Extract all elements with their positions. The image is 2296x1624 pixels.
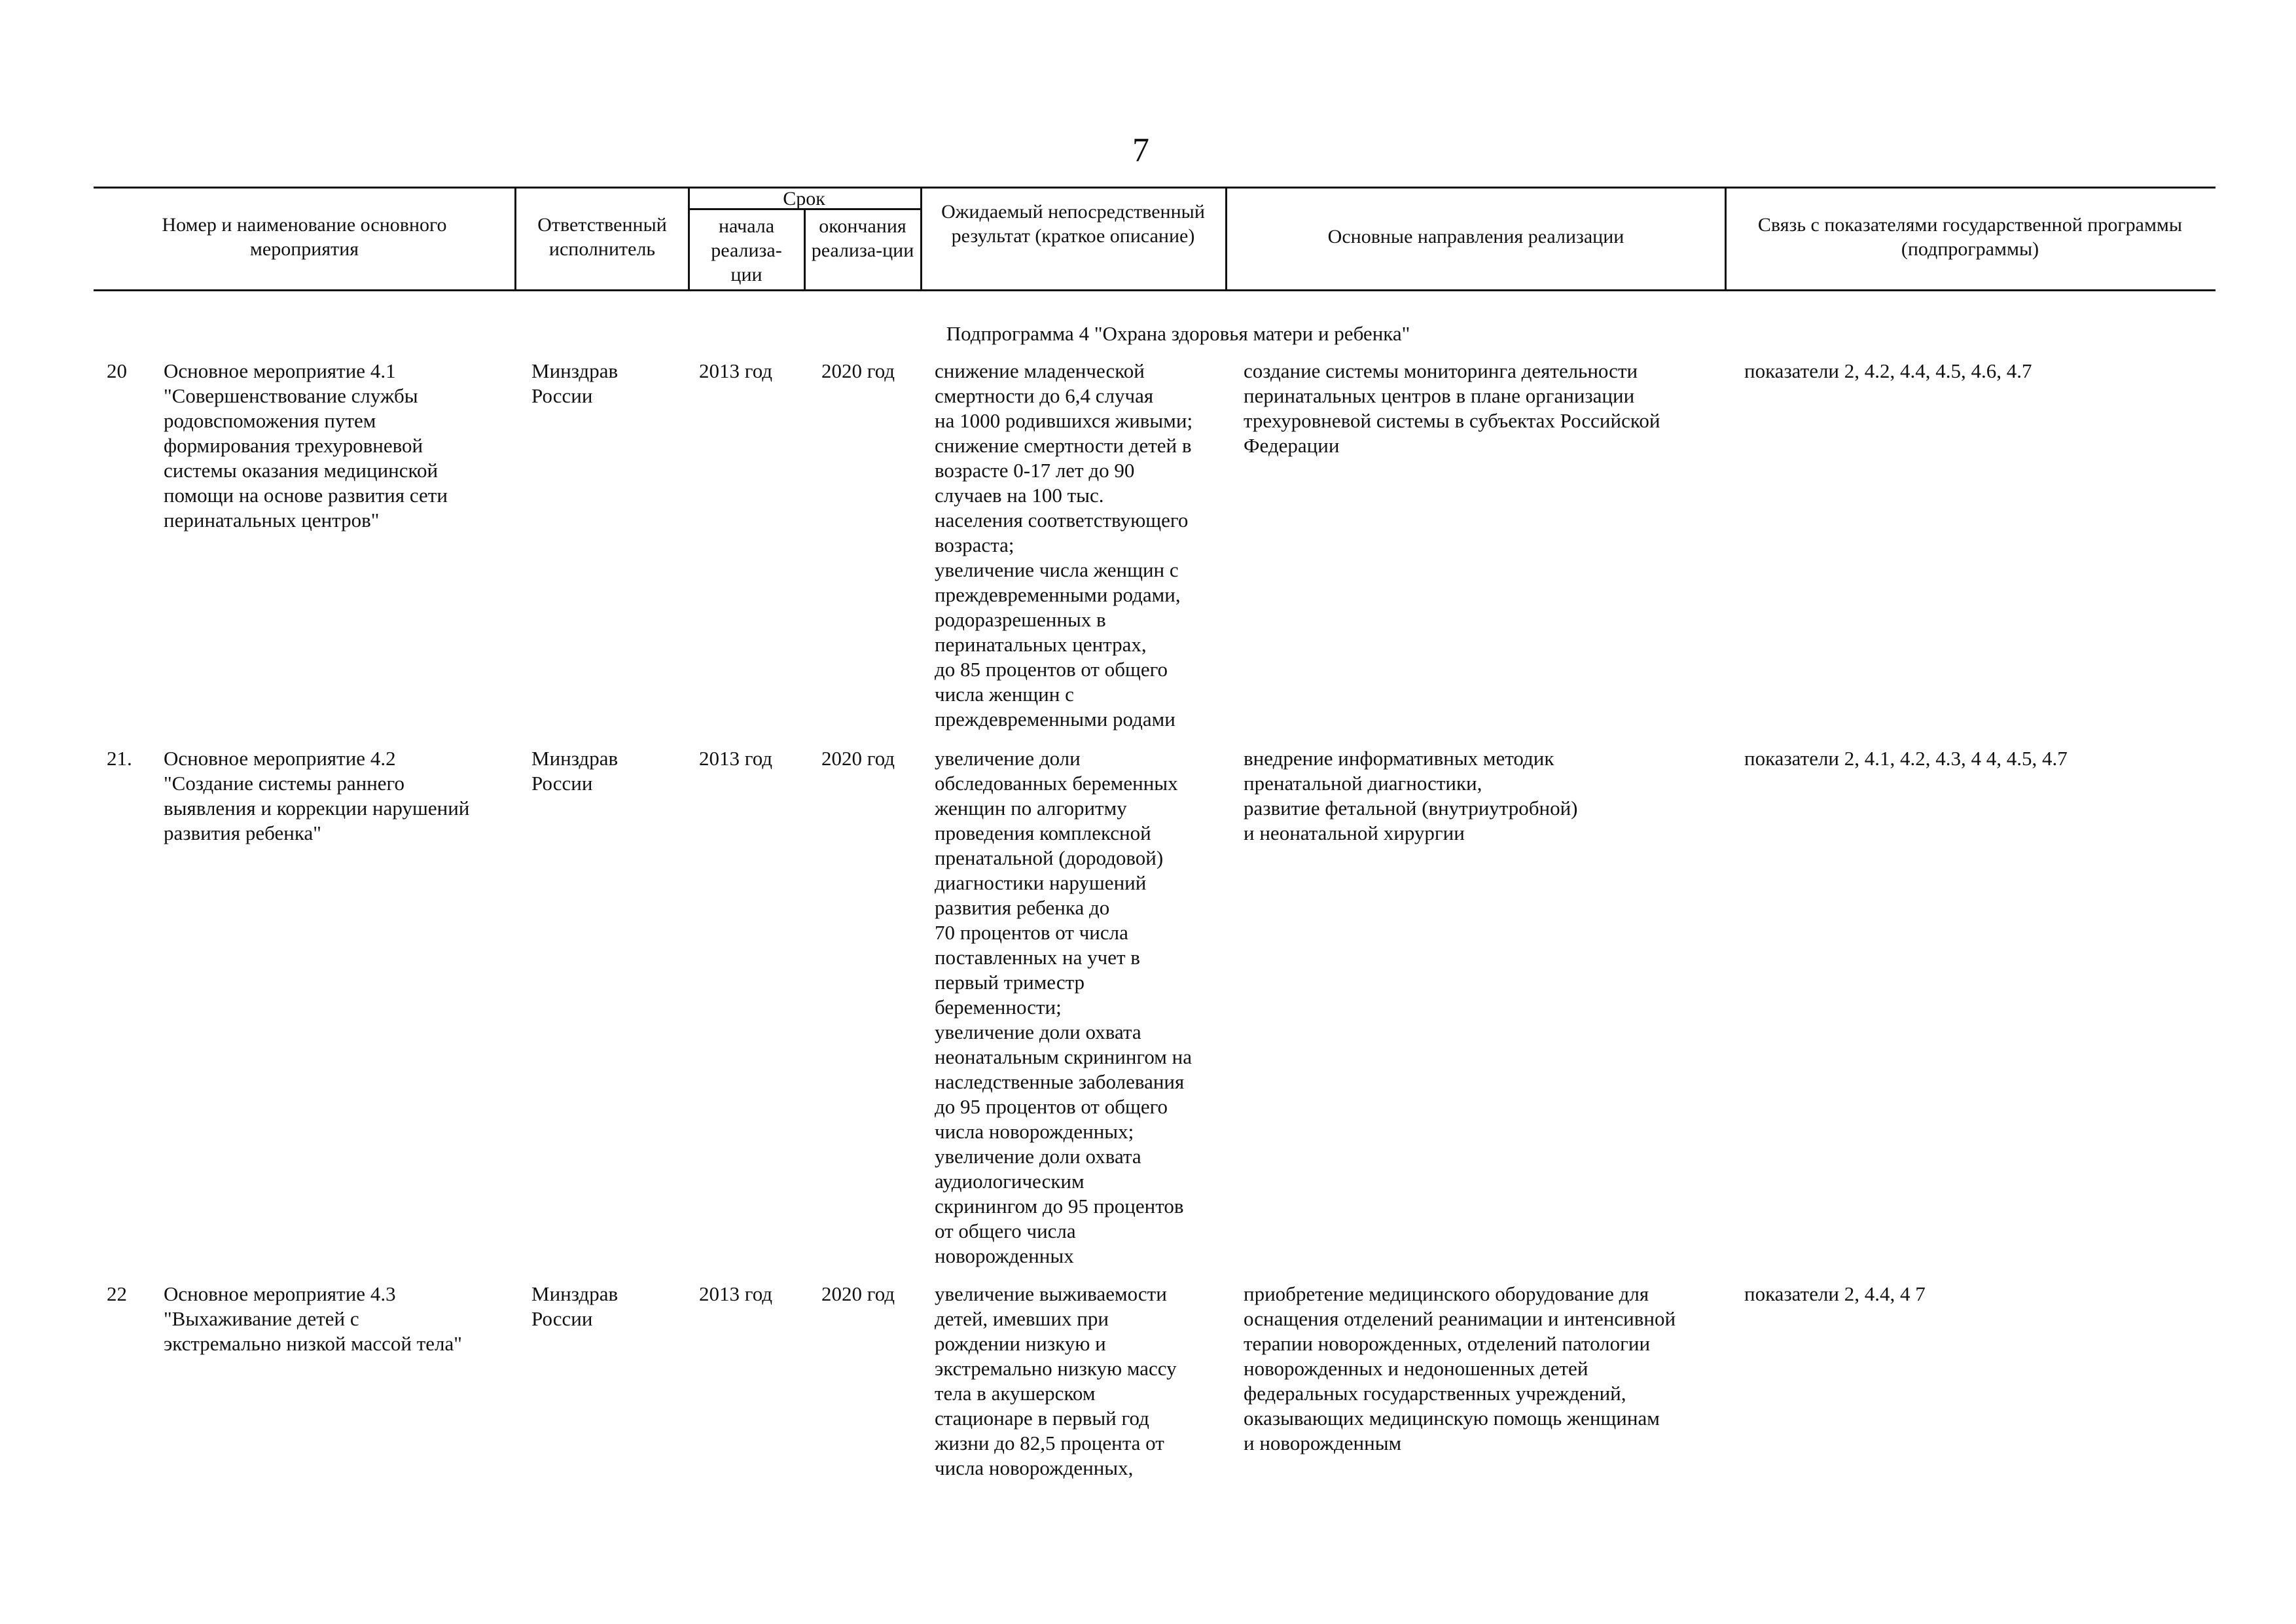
header-col-directions: Основные направления реализации (1327, 226, 1624, 247)
row-name: Основное мероприятие 4.1 "Совершенствование службы родовспоможения путем формирования трехуровневой системы оказания медицинской помощи на основе развития сети перинатальных центров" (164, 359, 448, 532)
subprogram-title: Подпрограмма 4 "Охрана здоровья матери и ребенка" (946, 322, 1410, 345)
header-col-executor: Ответственный исполнитель (537, 214, 667, 260)
header-bottom-rule (94, 289, 2215, 291)
row-executor: Минздрав России (531, 359, 619, 407)
header-col-result: Ожидаемый непосредственный результат (краткое описание) (941, 201, 1205, 247)
row-executor: Минздрав России (531, 747, 619, 795)
row-start-year: 2013 год (699, 1282, 773, 1305)
header-col-term: Срок (783, 188, 825, 209)
header-col-start: начала реализа-ции (711, 215, 782, 285)
row-name: Основное мероприятие 4.2 "Создание системы раннего выявления и коррекции нарушений развития ребенка" (164, 747, 470, 844)
row-start-year: 2013 год (699, 359, 773, 382)
page-number: 7 (1132, 132, 1149, 169)
row-end-year: 2020 год (821, 747, 895, 770)
row-start-year: 2013 год (699, 747, 773, 770)
header-separator (1725, 187, 1727, 289)
row-expected-result: снижение младенческой смертности до 6,4 случая на 1000 родившихся живыми; снижение смертности детей в возрасте 0-17 лет до 90 случаев на 100 тыс. населения соответствующего возраста; увеличение числа женщин с преждевременными родами, родоразрешенных в перинатальных центрах, до 85 процентов от общего числа женщин с преждевременными родами (935, 359, 1193, 731)
header-separator (920, 187, 922, 289)
row-executor: Минздрав России (531, 1282, 619, 1330)
header-separator (804, 208, 806, 289)
header-col-name: Номер и наименование основного мероприятия (162, 214, 447, 260)
row-number: 22 (107, 1282, 127, 1305)
header-col-link: Связь с показателями государственной программы (подпрограммы) (1757, 214, 2183, 260)
header-top-rule (94, 187, 2215, 189)
row-indicators-link: показатели 2, 4.4, 4 7 (1744, 1282, 1926, 1305)
row-number: 20 (107, 359, 127, 382)
row-directions: создание системы мониторинга деятельности перинатальных центров в плане организации трехуровневой системы в субъектах Российской Федерации (1244, 359, 1660, 457)
row-directions: приобретение медицинского оборудование для оснащения отделений реанимации и интенсивной терапии новорожденных, отделений патологии новорожденных и недоношенных детей федеральных государственных учреждений, оказывающих медицинскую помощь женщинам и новорожденным (1244, 1282, 1676, 1454)
header-col-end: окончания реализа-ции (811, 215, 914, 261)
header-separator (514, 187, 516, 289)
row-end-year: 2020 год (821, 1282, 895, 1305)
row-number: 21. (107, 747, 132, 770)
row-indicators-link: показатели 2, 4.2, 4.4, 4.5, 4.6, 4.7 (1744, 359, 2032, 382)
row-indicators-link: показатели 2, 4.1, 4.2, 4.3, 4 4, 4.5, 4.7 (1744, 747, 2068, 770)
row-expected-result: увеличение доли обследованных беременных женщин по алгоритму проведения комплексной пренатальной (дородовой) диагностики нарушений развития ребенка до 70 процентов от числа поставленных на учет в первый триместр беременности; увеличение доли охвата неонатальным скринингом на наследственные заболевания до 95 процентов от общего числа новорожденных; увеличение доли охвата аудиологическим скринингом до 95 процентов от общего числа новорожденных (935, 747, 1192, 1267)
header-separator (1225, 187, 1227, 289)
row-expected-result: увеличение выживаемости детей, имевших при рождении низкую и экстремально низкую массу тела в акушерском стационаре в первый год жизни до 82,5 процента от числа новорожденных, (935, 1282, 1177, 1479)
row-name: Основное мероприятие 4.3 "Выхаживание детей с экстремально низкой массой тела" (164, 1282, 462, 1355)
row-end-year: 2020 год (821, 359, 895, 382)
row-directions: внедрение информативных методик пренатальной диагностики, развитие фетальной (внутриутробной) и неонатальной хирургии (1244, 747, 1578, 844)
